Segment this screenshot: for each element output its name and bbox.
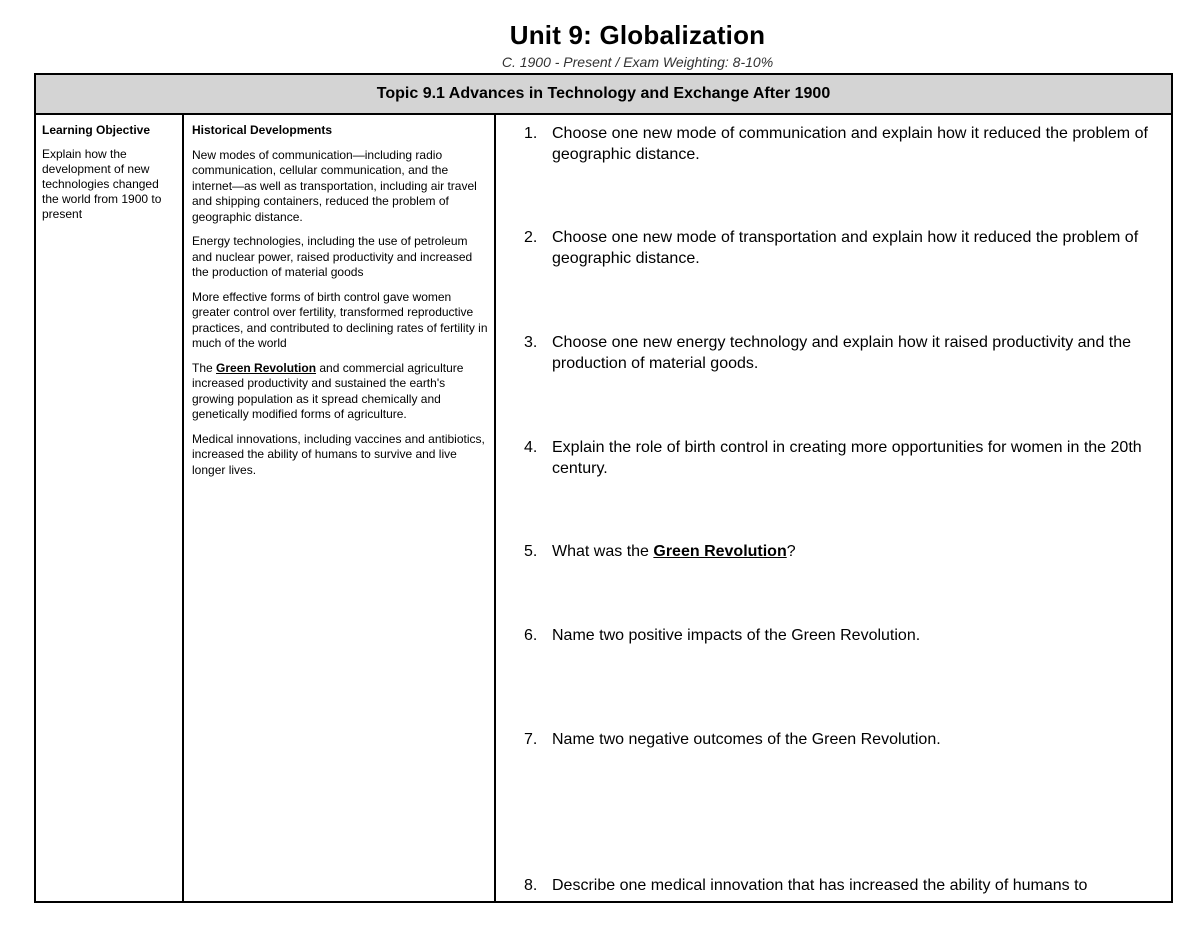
question-number: 5. [524, 543, 538, 560]
question-number: 2. [524, 229, 538, 246]
question-5 [524, 541, 1163, 562]
green-revolution-suffix: and commercial agriculture increased productivity and sustained the earth's growing population as it spread chemically and genetically modified forms of agriculture. [192, 360, 464, 421]
question-number: 8. [524, 877, 538, 894]
worksheet-table [34, 73, 1173, 903]
development-energy: Energy technologies, including the use of petroleum and nuclear power, raised productivity and increased the production of material goods [192, 234, 473, 279]
question-2 [524, 227, 1163, 269]
question-text: Choose one new energy technology and explain how it raised productivity and the production of material goods. [552, 334, 1132, 372]
green-revolution-term: Green Revolution [216, 360, 317, 375]
historical-developments-column [184, 115, 496, 901]
green-revolution-prefix: The [192, 360, 217, 375]
question-number: 3. [524, 334, 538, 351]
questions-column [496, 115, 1171, 901]
question-8 [524, 875, 1163, 896]
historical-developments-heading: Historical Developments [192, 123, 333, 137]
question-number: 6. [524, 627, 538, 644]
development-communication: New modes of communication—including radio communication, cellular communication, and the internet—as well as transportation, including air travel and shipping containers, reduced the problem of geographic distance. [192, 147, 477, 224]
question-text: Choose one new mode of communication and explain how it reduced the problem of geographic distance. [552, 125, 1148, 163]
question-7 [524, 729, 1163, 750]
page-title: Unit 9: Globalization [509, 20, 766, 50]
learning-objective-heading: Learning Objective [42, 123, 151, 137]
question-text [552, 541, 1163, 562]
topic-header: Topic 9.1 Advances in Technology and Exchange After 1900 [36, 75, 1171, 115]
question-6 [524, 625, 1163, 646]
learning-objective-column [36, 115, 184, 901]
question-text: Describe one medical innovation that has increased the ability of humans to [552, 877, 1088, 894]
question-1 [524, 123, 1163, 165]
development-green-revolution [192, 361, 488, 423]
question-number: 7. [524, 731, 538, 748]
question-text: Name two positive impacts of the Green Revolution. [552, 627, 921, 644]
question-text: Name two negative outcomes of the Green Revolution. [552, 731, 941, 748]
development-medical: Medical innovations, including vaccines and antibiotics, increased the ability of humans to survive and live longer lives. [192, 431, 485, 477]
learning-objective-text: Explain how the development of new technologies changed the world from 1900 to present [42, 147, 162, 221]
question-number: 4. [524, 439, 538, 456]
green-revolution-term: Green Revolution [653, 543, 787, 560]
question-suffix: ? [786, 543, 796, 560]
page-subtitle: C. 1900 - Present / Exam Weighting: 8-10% [501, 54, 774, 70]
question-4 [524, 437, 1163, 479]
question-text: Choose one new mode of transportation and explain how it reduced the problem of geographic distance. [552, 229, 1139, 267]
question-prefix: What was the [552, 543, 654, 560]
development-birth-control: More effective forms of birth control gave women greater control over fertility, transformed reproductive practices, and contributed to declining rates of fertility in much of the world [192, 289, 488, 350]
question-number: 1. [524, 125, 538, 142]
question-3 [524, 332, 1163, 374]
question-text: Explain the role of birth control in creating more opportunities for women in the 20th century. [552, 439, 1142, 477]
